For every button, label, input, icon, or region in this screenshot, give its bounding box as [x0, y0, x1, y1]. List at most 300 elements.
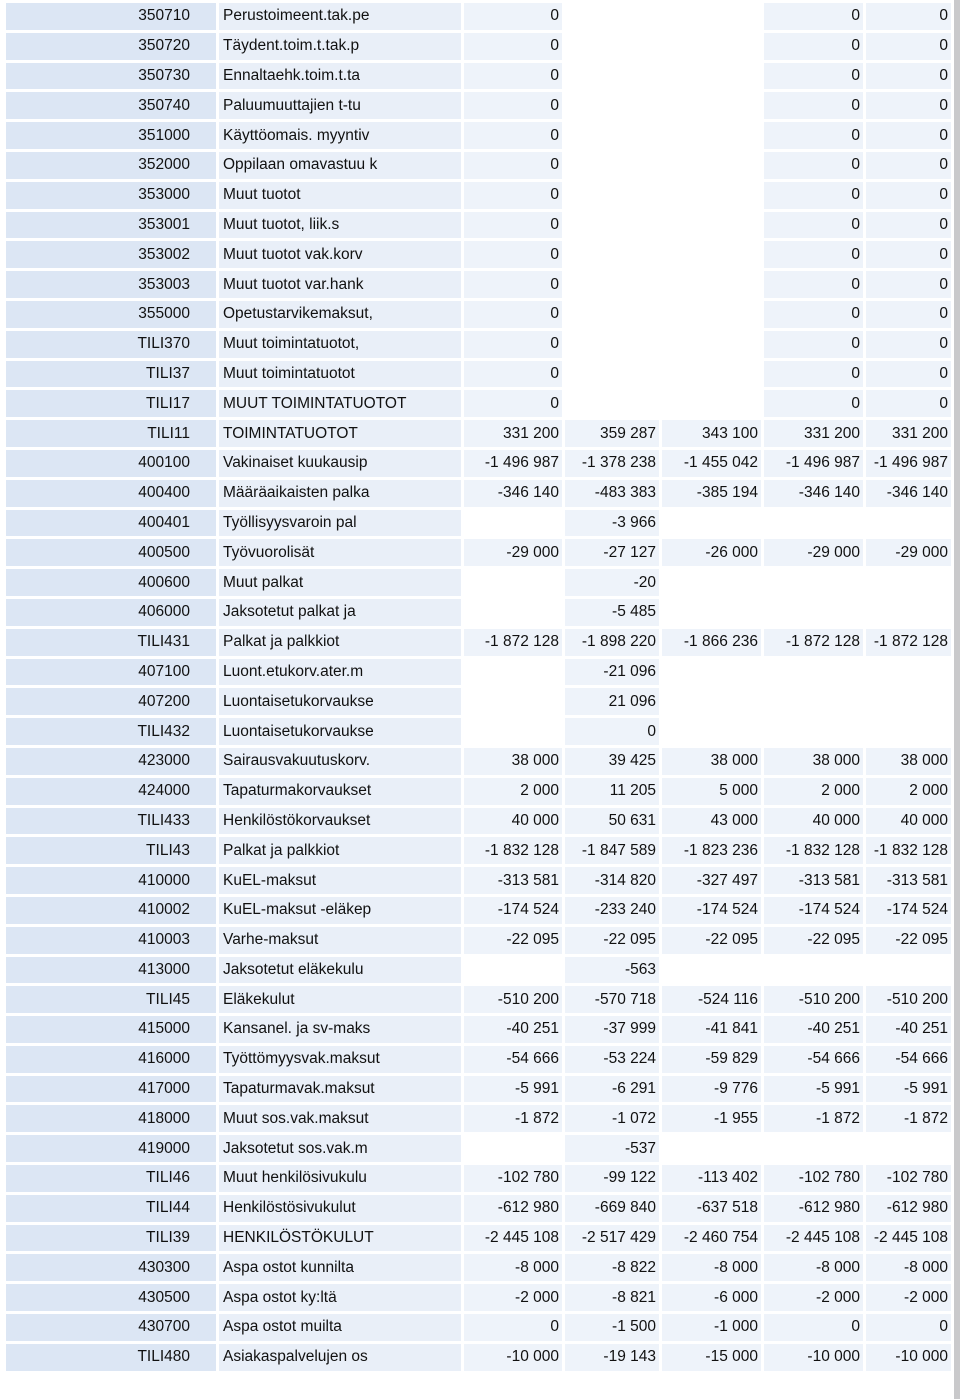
value-cell-col5: -22 095: [866, 927, 954, 957]
value-cell-col3: -524 116: [662, 986, 764, 1016]
value-cell-col5: -10 000: [866, 1344, 954, 1374]
account-name-cell: KuEL-maksut: [219, 867, 464, 897]
value-cell-col4: 0: [764, 182, 866, 212]
value-cell-col4: 40 000: [764, 808, 866, 838]
account-name-cell: HENKILÖSTÖKULUT: [219, 1225, 464, 1255]
value-cell-col2: 21 096: [565, 688, 662, 718]
value-cell-col5: [866, 510, 954, 540]
value-cell-col3: -59 829: [662, 1046, 764, 1076]
window-edge: [954, 0, 960, 1399]
value-cell-col4: -22 095: [764, 927, 866, 957]
value-cell-col5: -174 524: [866, 897, 954, 927]
account-code-cell: 410002: [6, 897, 219, 927]
table-row: [6, 33, 954, 63]
value-cell-col3: 43 000: [662, 808, 764, 838]
value-cell-col2: [565, 241, 662, 271]
value-cell-col1: -174 524: [464, 897, 565, 927]
value-cell-col4: 0: [764, 301, 866, 331]
value-cell-col1: 0: [464, 122, 565, 152]
value-cell-col1: 0: [464, 301, 565, 331]
value-cell-col4: -346 140: [764, 480, 866, 510]
account-code-cell: 350710: [6, 3, 219, 33]
account-code-cell: 430300: [6, 1254, 219, 1284]
value-cell-col1: 2 000: [464, 778, 565, 808]
value-cell-col1: [464, 599, 565, 629]
value-cell-col2: [565, 63, 662, 93]
table-row: [6, 629, 954, 659]
value-cell-col1: 0: [464, 241, 565, 271]
value-cell-col2: -1 847 589: [565, 837, 662, 867]
table-row: [6, 659, 954, 689]
value-cell-col3: [662, 212, 764, 242]
value-cell-col5: [866, 659, 954, 689]
value-cell-col3: [662, 63, 764, 93]
value-cell-col4: -10 000: [764, 1344, 866, 1374]
value-cell-col3: -41 841: [662, 1016, 764, 1046]
value-cell-col5: -1 496 987: [866, 450, 954, 480]
value-cell-col5: [866, 688, 954, 718]
account-code-cell: 416000: [6, 1046, 219, 1076]
value-cell-col2: [565, 152, 662, 182]
value-cell-col2: -5 485: [565, 599, 662, 629]
value-cell-col4: -2 445 108: [764, 1225, 866, 1255]
account-name-cell: Luont.etukorv.ater.m: [219, 659, 464, 689]
account-code-cell: TILI432: [6, 718, 219, 748]
value-cell-col5: 0: [866, 241, 954, 271]
value-cell-col3: [662, 718, 764, 748]
value-cell-col2: -6 291: [565, 1076, 662, 1106]
table-row: [6, 63, 954, 93]
value-cell-col3: 5 000: [662, 778, 764, 808]
value-cell-col2: -1 500: [565, 1314, 662, 1344]
table-row: [6, 569, 954, 599]
value-cell-col3: -637 518: [662, 1195, 764, 1225]
value-cell-col5: -313 581: [866, 867, 954, 897]
table-row: [6, 808, 954, 838]
table-row: [6, 718, 954, 748]
table-row: [6, 390, 954, 420]
value-cell-col1: [464, 957, 565, 987]
value-cell-col1: 0: [464, 390, 565, 420]
value-cell-col5: 0: [866, 33, 954, 63]
value-cell-col2: -19 143: [565, 1344, 662, 1374]
value-cell-col3: -113 402: [662, 1165, 764, 1195]
value-cell-col1: 38 000: [464, 748, 565, 778]
value-cell-col2: -669 840: [565, 1195, 662, 1225]
value-cell-col3: -1 955: [662, 1105, 764, 1135]
value-cell-col1: -1 872: [464, 1105, 565, 1135]
value-cell-col3: [662, 510, 764, 540]
value-cell-col2: -1 898 220: [565, 629, 662, 659]
account-code-cell: 355000: [6, 301, 219, 331]
account-name-cell: Työttömyysvak.maksut: [219, 1046, 464, 1076]
account-code-cell: 407100: [6, 659, 219, 689]
account-name-cell: Jaksotetut sos.vak.m: [219, 1135, 464, 1165]
value-cell-col5: -54 666: [866, 1046, 954, 1076]
value-cell-col5: 0: [866, 212, 954, 242]
value-cell-col1: -510 200: [464, 986, 565, 1016]
account-name-cell: Kansanel. ja sv-maks: [219, 1016, 464, 1046]
value-cell-col1: [464, 510, 565, 540]
table-row: [6, 1344, 954, 1374]
value-cell-col5: -2 000: [866, 1284, 954, 1314]
value-cell-col5: -346 140: [866, 480, 954, 510]
table-row: [6, 1016, 954, 1046]
account-code-cell: TILI433: [6, 808, 219, 838]
table-row: [6, 301, 954, 331]
account-name-cell: Luontaisetukorvaukse: [219, 718, 464, 748]
value-cell-col3: 38 000: [662, 748, 764, 778]
account-name-cell: MUUT TOIMINTATUOTOT: [219, 390, 464, 420]
account-code-cell: 350730: [6, 63, 219, 93]
value-cell-col1: 0: [464, 152, 565, 182]
value-cell-col3: [662, 957, 764, 987]
table-row: [6, 1046, 954, 1076]
account-code-cell: TILI43: [6, 837, 219, 867]
value-cell-col3: -9 776: [662, 1076, 764, 1106]
value-cell-col3: -1 455 042: [662, 450, 764, 480]
account-code-cell: 419000: [6, 1135, 219, 1165]
account-code-cell: 353003: [6, 271, 219, 301]
table-row: [6, 778, 954, 808]
value-cell-col1: [464, 1135, 565, 1165]
value-cell-col3: -6 000: [662, 1284, 764, 1314]
value-cell-col3: [662, 271, 764, 301]
account-code-cell: 413000: [6, 957, 219, 987]
value-cell-col4: -313 581: [764, 867, 866, 897]
value-cell-col1: -313 581: [464, 867, 565, 897]
value-cell-col4: -1 872: [764, 1105, 866, 1135]
value-cell-col3: [662, 390, 764, 420]
value-cell-col2: -1 072: [565, 1105, 662, 1135]
value-cell-col1: 0: [464, 271, 565, 301]
value-cell-col3: [662, 361, 764, 391]
table-row: [6, 420, 954, 450]
value-cell-col3: [662, 92, 764, 122]
account-name-cell: KuEL-maksut -eläkep: [219, 897, 464, 927]
value-cell-col4: -29 000: [764, 539, 866, 569]
value-cell-col2: -8 822: [565, 1254, 662, 1284]
account-code-cell: TILI370: [6, 331, 219, 361]
account-code-cell: 400401: [6, 510, 219, 540]
table-row: [6, 271, 954, 301]
value-cell-col2: [565, 33, 662, 63]
account-name-cell: Henkilöstösivukulut: [219, 1195, 464, 1225]
value-cell-col3: [662, 241, 764, 271]
value-cell-col4: [764, 510, 866, 540]
value-cell-col2: -37 999: [565, 1016, 662, 1046]
account-name-cell: Tapaturmakorvaukset: [219, 778, 464, 808]
account-code-cell: 353002: [6, 241, 219, 271]
value-cell-col5: [866, 569, 954, 599]
account-code-cell: TILI45: [6, 986, 219, 1016]
value-cell-col3: [662, 301, 764, 331]
value-cell-col4: -2 000: [764, 1284, 866, 1314]
account-name-cell: Määräaikaisten palka: [219, 480, 464, 510]
value-cell-col2: -20: [565, 569, 662, 599]
account-name-cell: Asiakaspalvelujen os: [219, 1344, 464, 1374]
value-cell-col1: -1 832 128: [464, 837, 565, 867]
table-row: [6, 1195, 954, 1225]
account-code-cell: 415000: [6, 1016, 219, 1046]
value-cell-col3: [662, 182, 764, 212]
account-name-cell: Täydent.toim.t.tak.p: [219, 33, 464, 63]
value-cell-col4: [764, 718, 866, 748]
value-cell-col2: -99 122: [565, 1165, 662, 1195]
account-code-cell: 352000: [6, 152, 219, 182]
value-cell-col1: 0: [464, 182, 565, 212]
account-name-cell: Muut toimintatuotot: [219, 361, 464, 391]
value-cell-col5: 331 200: [866, 420, 954, 450]
value-cell-col5: 0: [866, 1314, 954, 1344]
value-cell-col5: -2 445 108: [866, 1225, 954, 1255]
value-cell-col2: -483 383: [565, 480, 662, 510]
account-name-cell: Työllisyysvaroin pal: [219, 510, 464, 540]
value-cell-col1: -612 980: [464, 1195, 565, 1225]
value-cell-col4: [764, 569, 866, 599]
value-cell-col2: -3 966: [565, 510, 662, 540]
budget-table: [6, 3, 954, 1374]
value-cell-col4: [764, 688, 866, 718]
value-cell-col4: -1 872 128: [764, 629, 866, 659]
account-name-cell: Opetustarvikemaksut,: [219, 301, 464, 331]
value-cell-col3: -22 095: [662, 927, 764, 957]
value-cell-col4: -54 666: [764, 1046, 866, 1076]
value-cell-col1: -10 000: [464, 1344, 565, 1374]
table-row: [6, 212, 954, 242]
value-cell-col3: -174 524: [662, 897, 764, 927]
account-name-cell: Henkilöstökorvaukset: [219, 808, 464, 838]
value-cell-col2: -570 718: [565, 986, 662, 1016]
value-cell-col4: 0: [764, 1314, 866, 1344]
value-cell-col3: -385 194: [662, 480, 764, 510]
value-cell-col1: [464, 718, 565, 748]
value-cell-col2: [565, 331, 662, 361]
table-row: [6, 748, 954, 778]
value-cell-col3: [662, 152, 764, 182]
account-name-cell: Muut henkilösivukulu: [219, 1165, 464, 1195]
account-code-cell: 400500: [6, 539, 219, 569]
value-cell-col1: -29 000: [464, 539, 565, 569]
value-cell-col2: -53 224: [565, 1046, 662, 1076]
value-cell-col2: -563: [565, 957, 662, 987]
account-name-cell: Käyttöomais. myyntiv: [219, 122, 464, 152]
value-cell-col2: 39 425: [565, 748, 662, 778]
account-code-cell: 350720: [6, 33, 219, 63]
value-cell-col4: 2 000: [764, 778, 866, 808]
value-cell-col2: [565, 390, 662, 420]
account-name-cell: Luontaisetukorvaukse: [219, 688, 464, 718]
table-row: [6, 480, 954, 510]
account-name-cell: Eläkekulut: [219, 986, 464, 1016]
value-cell-col1: [464, 569, 565, 599]
value-cell-col4: 0: [764, 33, 866, 63]
table-row: [6, 539, 954, 569]
table-row: [6, 241, 954, 271]
table-row: [6, 1165, 954, 1195]
account-code-cell: TILI17: [6, 390, 219, 420]
account-code-cell: TILI39: [6, 1225, 219, 1255]
value-cell-col1: -40 251: [464, 1016, 565, 1046]
account-name-cell: Jaksotetut eläkekulu: [219, 957, 464, 987]
account-code-cell: TILI44: [6, 1195, 219, 1225]
value-cell-col2: 0: [565, 718, 662, 748]
value-cell-col5: 0: [866, 301, 954, 331]
value-cell-col3: -2 460 754: [662, 1225, 764, 1255]
value-cell-col5: 0: [866, 331, 954, 361]
value-cell-col1: 0: [464, 361, 565, 391]
value-cell-col5: 0: [866, 3, 954, 33]
table-row: [6, 331, 954, 361]
value-cell-col5: 0: [866, 63, 954, 93]
value-cell-col4: -5 991: [764, 1076, 866, 1106]
value-cell-col2: -2 517 429: [565, 1225, 662, 1255]
table-row: [6, 122, 954, 152]
value-cell-col4: -1 832 128: [764, 837, 866, 867]
value-cell-col4: 38 000: [764, 748, 866, 778]
account-name-cell: Muut sos.vak.maksut: [219, 1105, 464, 1135]
value-cell-col4: 0: [764, 390, 866, 420]
value-cell-col5: -510 200: [866, 986, 954, 1016]
value-cell-col5: 0: [866, 361, 954, 391]
value-cell-col3: [662, 1135, 764, 1165]
value-cell-col1: -5 991: [464, 1076, 565, 1106]
value-cell-col4: -40 251: [764, 1016, 866, 1046]
account-name-cell: Perustoimeent.tak.pe: [219, 3, 464, 33]
value-cell-col3: -1 000: [662, 1314, 764, 1344]
value-cell-col3: [662, 569, 764, 599]
account-name-cell: Ennaltaehk.toim.t.ta: [219, 63, 464, 93]
value-cell-col1: -1 872 128: [464, 629, 565, 659]
value-cell-col1: -22 095: [464, 927, 565, 957]
account-code-cell: TILI480: [6, 1344, 219, 1374]
value-cell-col5: -612 980: [866, 1195, 954, 1225]
table-row: [6, 1314, 954, 1344]
value-cell-col5: 0: [866, 182, 954, 212]
value-cell-col1: 0: [464, 212, 565, 242]
table-row: [6, 837, 954, 867]
value-cell-col1: -8 000: [464, 1254, 565, 1284]
table-row: [6, 957, 954, 987]
account-code-cell: TILI46: [6, 1165, 219, 1195]
table-row: [6, 1225, 954, 1255]
account-code-cell: 418000: [6, 1105, 219, 1135]
value-cell-col4: 0: [764, 241, 866, 271]
account-name-cell: Työvuorolisät: [219, 539, 464, 569]
table-row: [6, 182, 954, 212]
value-cell-col3: -1 823 236: [662, 837, 764, 867]
value-cell-col3: -8 000: [662, 1254, 764, 1284]
value-cell-col2: [565, 271, 662, 301]
value-cell-col5: -1 872: [866, 1105, 954, 1135]
value-cell-col1: -102 780: [464, 1165, 565, 1195]
value-cell-col2: -22 095: [565, 927, 662, 957]
account-code-cell: TILI11: [6, 420, 219, 450]
value-cell-col4: [764, 659, 866, 689]
value-cell-col5: 40 000: [866, 808, 954, 838]
account-name-cell: Palkat ja palkkiot: [219, 629, 464, 659]
value-cell-col2: -21 096: [565, 659, 662, 689]
account-name-cell: Aspa ostot kunnilta: [219, 1254, 464, 1284]
value-cell-col1: 40 000: [464, 808, 565, 838]
budget-table-container: [6, 3, 954, 1374]
table-row: [6, 1076, 954, 1106]
value-cell-col4: [764, 599, 866, 629]
value-cell-col5: 38 000: [866, 748, 954, 778]
account-code-cell: 407200: [6, 688, 219, 718]
account-code-cell: TILI431: [6, 629, 219, 659]
account-code-cell: 400600: [6, 569, 219, 599]
value-cell-col1: 0: [464, 1314, 565, 1344]
account-code-cell: 430700: [6, 1314, 219, 1344]
account-code-cell: 400100: [6, 450, 219, 480]
value-cell-col2: [565, 122, 662, 152]
value-cell-col3: [662, 688, 764, 718]
account-name-cell: Aspa ostot muilta: [219, 1314, 464, 1344]
table-row: [6, 1254, 954, 1284]
account-name-cell: Muut tuotot var.hank: [219, 271, 464, 301]
account-code-cell: 353001: [6, 212, 219, 242]
value-cell-col3: -26 000: [662, 539, 764, 569]
account-name-cell: Oppilaan omavastuu k: [219, 152, 464, 182]
account-name-cell: Aspa ostot ky:ltä: [219, 1284, 464, 1314]
value-cell-col4: -174 524: [764, 897, 866, 927]
value-cell-col1: 0: [464, 3, 565, 33]
value-cell-col1: -2 000: [464, 1284, 565, 1314]
value-cell-col2: -314 820: [565, 867, 662, 897]
account-name-cell: Tapaturmavak.maksut: [219, 1076, 464, 1106]
account-code-cell: 400400: [6, 480, 219, 510]
account-code-cell: 417000: [6, 1076, 219, 1106]
value-cell-col4: -612 980: [764, 1195, 866, 1225]
value-cell-col2: -27 127: [565, 539, 662, 569]
value-cell-col3: [662, 33, 764, 63]
value-cell-col3: [662, 659, 764, 689]
account-code-cell: 430500: [6, 1284, 219, 1314]
table-row: [6, 1284, 954, 1314]
value-cell-col3: 343 100: [662, 420, 764, 450]
value-cell-col5: 0: [866, 390, 954, 420]
value-cell-col3: -327 497: [662, 867, 764, 897]
value-cell-col4: 0: [764, 152, 866, 182]
table-row: [6, 986, 954, 1016]
value-cell-col4: -1 496 987: [764, 450, 866, 480]
value-cell-col5: -40 251: [866, 1016, 954, 1046]
table-row: [6, 152, 954, 182]
account-name-cell: Jaksotetut palkat ja: [219, 599, 464, 629]
value-cell-col5: 0: [866, 92, 954, 122]
value-cell-col4: -102 780: [764, 1165, 866, 1195]
value-cell-col4: -510 200: [764, 986, 866, 1016]
value-cell-col4: 0: [764, 3, 866, 33]
table-row: [6, 3, 954, 33]
value-cell-col2: [565, 92, 662, 122]
value-cell-col4: 0: [764, 92, 866, 122]
account-name-cell: Varhe-maksut: [219, 927, 464, 957]
account-code-cell: 410003: [6, 927, 219, 957]
budget-table-body: [6, 3, 954, 1374]
value-cell-col5: [866, 957, 954, 987]
value-cell-col5: -102 780: [866, 1165, 954, 1195]
value-cell-col2: [565, 212, 662, 242]
account-code-cell: 353000: [6, 182, 219, 212]
value-cell-col4: 0: [764, 63, 866, 93]
account-name-cell: Muut palkat: [219, 569, 464, 599]
value-cell-col2: [565, 3, 662, 33]
account-name-cell: Vakinaiset kuukausip: [219, 450, 464, 480]
value-cell-col2: -8 821: [565, 1284, 662, 1314]
account-name-cell: Muut tuotot vak.korv: [219, 241, 464, 271]
